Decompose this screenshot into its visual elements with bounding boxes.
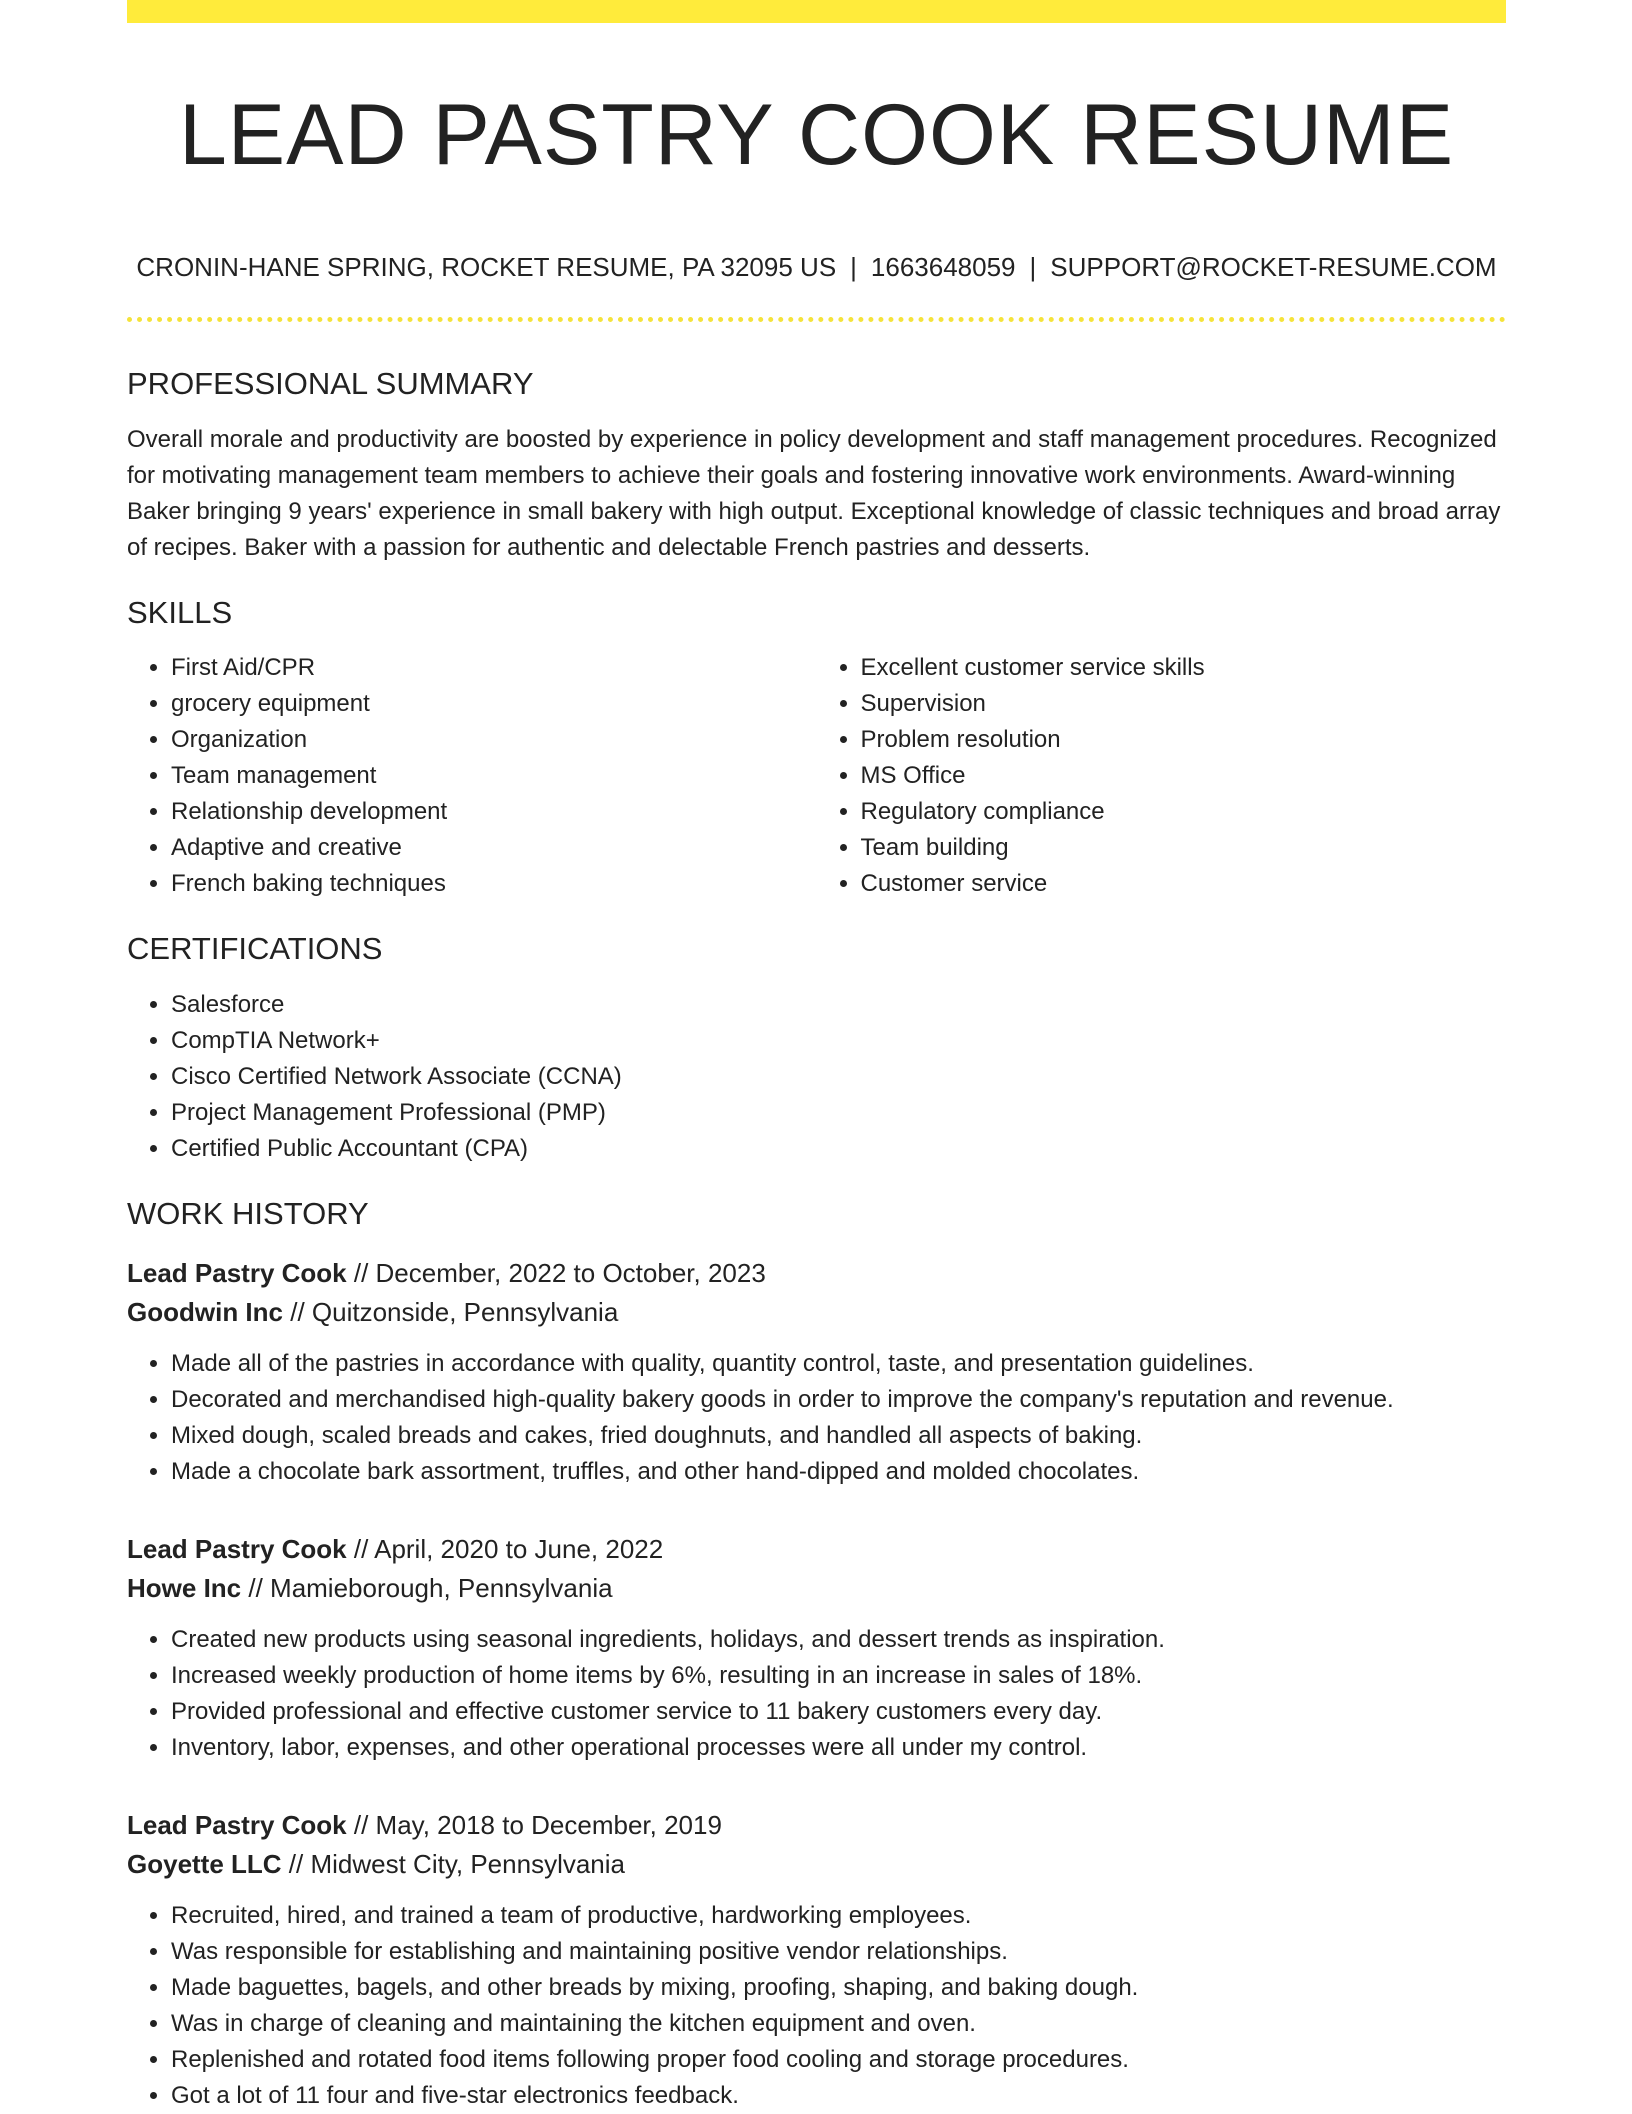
certification-item: • CompTIA Network+ (171, 1023, 1506, 1059)
skill-item: • Organization (171, 722, 817, 758)
job-title-line (127, 1254, 1506, 1293)
job-company: Goyette LLC (127, 1849, 282, 1879)
job-dates: // December, 2022 to October, 2023 (346, 1258, 766, 1288)
job-title: Lead Pastry Cook (127, 1534, 347, 1564)
skills-list-left (127, 650, 817, 902)
skill-item: • Excellent customer service skills (861, 650, 1507, 686)
job-company: Goodwin Inc (127, 1297, 283, 1327)
job-bullet: • Was responsible for establishing and maintaining positive vendor relationships. (171, 1934, 1506, 1970)
skill-item: • First Aid/CPR (171, 650, 817, 686)
summary-heading: PROFESSIONAL SUMMARY (127, 366, 534, 401)
job-bullet: • Recruited, hired, and trained a team of productive, hardworking employees. (171, 1898, 1506, 1934)
job-bullet: • Created new products using seasonal ingredients, holidays, and dessert trends as inspiration. (171, 1622, 1506, 1658)
contact-separator: | (1029, 252, 1037, 282)
certifications-heading: CERTIFICATIONS (127, 931, 383, 966)
job-bullet: • Made a chocolate bark assortment, truffles, and other hand-dipped and molded chocolates. (171, 1454, 1506, 1490)
contact-address: CRONIN-HANE SPRING, ROCKET RESUME, PA 32095 US (136, 252, 837, 282)
job-bullets (127, 1622, 1506, 1766)
job-bullet: • Inventory, labor, expenses, and other operational processes were all under my control. (171, 1730, 1506, 1766)
job-location: // Midwest City, Pennsylvania (281, 1849, 625, 1879)
skill-item: • grocery equipment (171, 686, 817, 722)
dotted-divider (127, 317, 1506, 322)
certification-item: • Project Management Professional (PMP) (171, 1095, 1506, 1131)
job-bullet: • Provided professional and effective customer service to 11 bakery customers every day. (171, 1694, 1506, 1730)
certification-item: • Salesforce (171, 987, 1506, 1023)
skill-item: • Customer service (861, 866, 1507, 902)
skills-columns (127, 650, 1506, 902)
skill-item: • Relationship development (171, 794, 817, 830)
job-bullets (127, 1898, 1506, 2114)
job-bullet: • Replenished and rotated food items following proper food cooling and storage procedures. (171, 2042, 1506, 2078)
job-entry (127, 1806, 1506, 2114)
contact-email[interactable]: SUPPORT@ROCKET-RESUME.COM (1050, 252, 1497, 282)
skill-item: • Supervision (861, 686, 1507, 722)
work-history-heading: WORK HISTORY (127, 1196, 369, 1231)
skill-item: • Team building (861, 830, 1507, 866)
job-title: Lead Pastry Cook (127, 1258, 347, 1288)
job-dates: // April, 2020 to June, 2022 (346, 1534, 664, 1564)
job-title: Lead Pastry Cook (127, 1810, 347, 1840)
contact-separator: | (850, 252, 857, 282)
job-location: // Quitzonside, Pennsylvania (283, 1297, 619, 1327)
skill-item: • Problem resolution (861, 722, 1507, 758)
job-bullet: • Was in charge of cleaning and maintaining the kitchen equipment and oven. (171, 2006, 1506, 2042)
job-company: Howe Inc (127, 1573, 242, 1603)
job-bullet: • Made all of the pastries in accordance with quality, quantity control, taste, and presentation guidelines. (171, 1346, 1506, 1382)
resume-title: LEAD PASTRY COOK RESUME (178, 87, 1455, 183)
resume-page (127, 0, 1506, 2114)
job-bullets (127, 1346, 1506, 1490)
job-bullet: • Made baguettes, bagels, and other breads by mixing, proofing, shaping, and baking dough. (171, 1970, 1506, 2006)
skills-list-right (817, 650, 1507, 902)
contact-line (127, 250, 1506, 284)
skills-heading: SKILLS (127, 595, 233, 630)
job-dates: // May, 2018 to December, 2019 (346, 1810, 722, 1840)
job-title-line (127, 1530, 1506, 1569)
skill-item: • MS Office (861, 758, 1507, 794)
skill-item: • Adaptive and creative (171, 830, 817, 866)
job-bullet: • Decorated and merchandised high-quality bakery goods in order to improve the company's reputation and revenue. (171, 1382, 1506, 1418)
job-company-line (127, 1845, 1506, 1884)
job-bullet: • Increased weekly production of home items by 6%, resulting in an increase in sales of 18%. (171, 1658, 1506, 1694)
skill-item: • French baking techniques (171, 866, 817, 902)
job-entry (127, 1254, 1506, 1490)
job-company-line (127, 1569, 1506, 1608)
skill-item: • Regulatory compliance (861, 794, 1507, 830)
job-location: // Mamieborough, Pennsylvania (241, 1573, 613, 1603)
job-company-line (127, 1293, 1506, 1332)
job-bullet: • Got a lot of 11 four and five-star electronics feedback. (171, 2078, 1506, 2114)
summary-text: Overall morale and productivity are boosted by experience in policy development and staff management procedures. Recognized for motivating management team members to achieve their goals and fostering innovative work environments. Award-winning Baker bringing 9 years' experience in small bakery with high output. Exceptional knowledge of classic techniques and broad array of recipes. Baker with a passion for authentic and delectable French pastries and desserts. (127, 426, 1501, 561)
skill-item: • Team management (171, 758, 817, 794)
accent-bar (127, 0, 1506, 23)
certification-item: • Cisco Certified Network Associate (CCNA) (171, 1059, 1506, 1095)
job-bullet: • Mixed dough, scaled breads and cakes, fried doughnuts, and handled all aspects of baking. (171, 1418, 1506, 1454)
job-entry (127, 1530, 1506, 1766)
certifications-list (127, 987, 1506, 1167)
job-title-line (127, 1806, 1506, 1845)
certification-item: • Certified Public Accountant (CPA) (171, 1131, 1506, 1167)
contact-phone: 1663648059 (870, 252, 1016, 282)
